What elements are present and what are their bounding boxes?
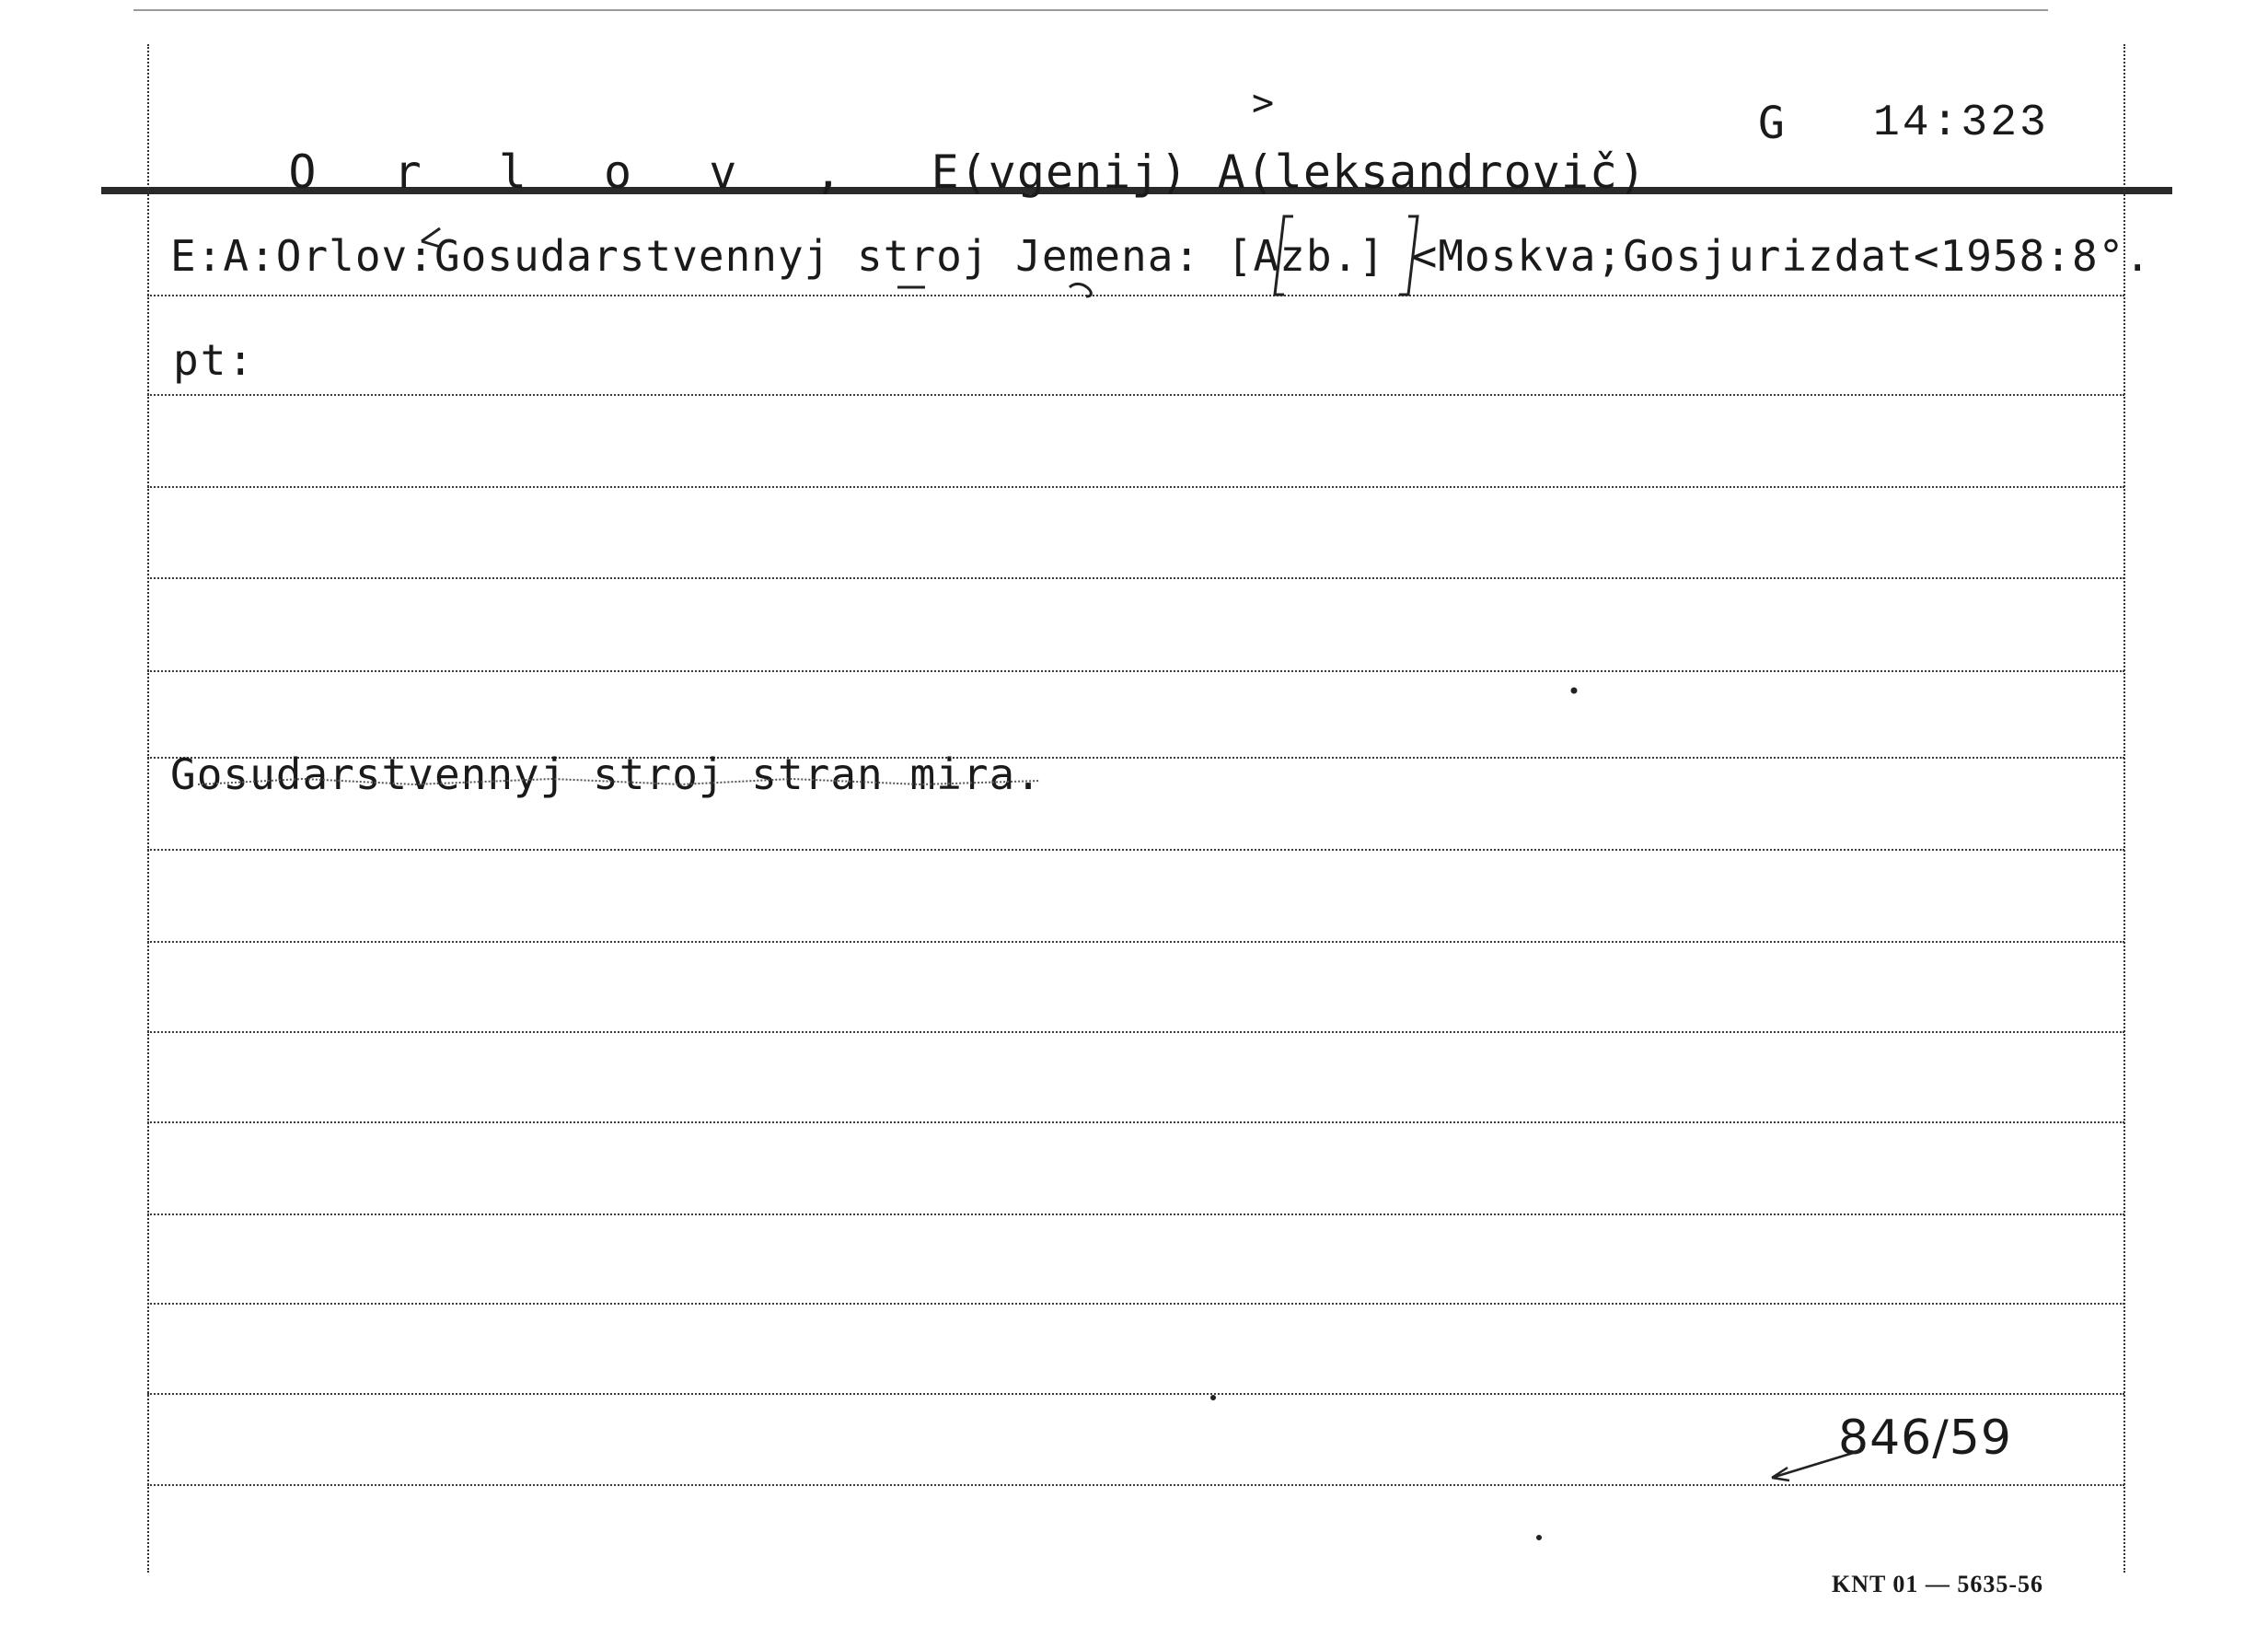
bracket-open-mark [1275, 216, 1293, 295]
pagination: pt: [173, 335, 256, 385]
bibliographic-description: E:A:Orlov:Gosudarstvennyj stroj Jemena: [Azb.] <Moskva;Gosjurizdat<1958:8°. [170, 231, 2152, 281]
ink-speck [1536, 1535, 1542, 1540]
correction-mark: > [1252, 82, 1277, 124]
ink-speck [1210, 1395, 1216, 1400]
bracket-close-mark [1399, 216, 1418, 295]
author-given-names: E(vgenij) A(leksandrovič) [931, 145, 1648, 199]
accession-number: 846/59 [1838, 1411, 2012, 1466]
correction-mark-small [422, 228, 440, 247]
author-surname: O r l o v , [288, 145, 867, 199]
shelfmark-number: 14:323 [1873, 99, 2049, 148]
shelfmark-letter: G [1758, 98, 1787, 149]
correction-squiggle [1070, 284, 1091, 296]
pointer-arrow [1772, 1451, 1859, 1480]
series-statement: Gosudarstvennyj stroj stran mira. [170, 749, 1042, 799]
strikethrough-mark [198, 779, 1040, 784]
ink-speck [1571, 688, 1578, 694]
form-code: KNT 01 — 5635-56 [1832, 1571, 2044, 1597]
